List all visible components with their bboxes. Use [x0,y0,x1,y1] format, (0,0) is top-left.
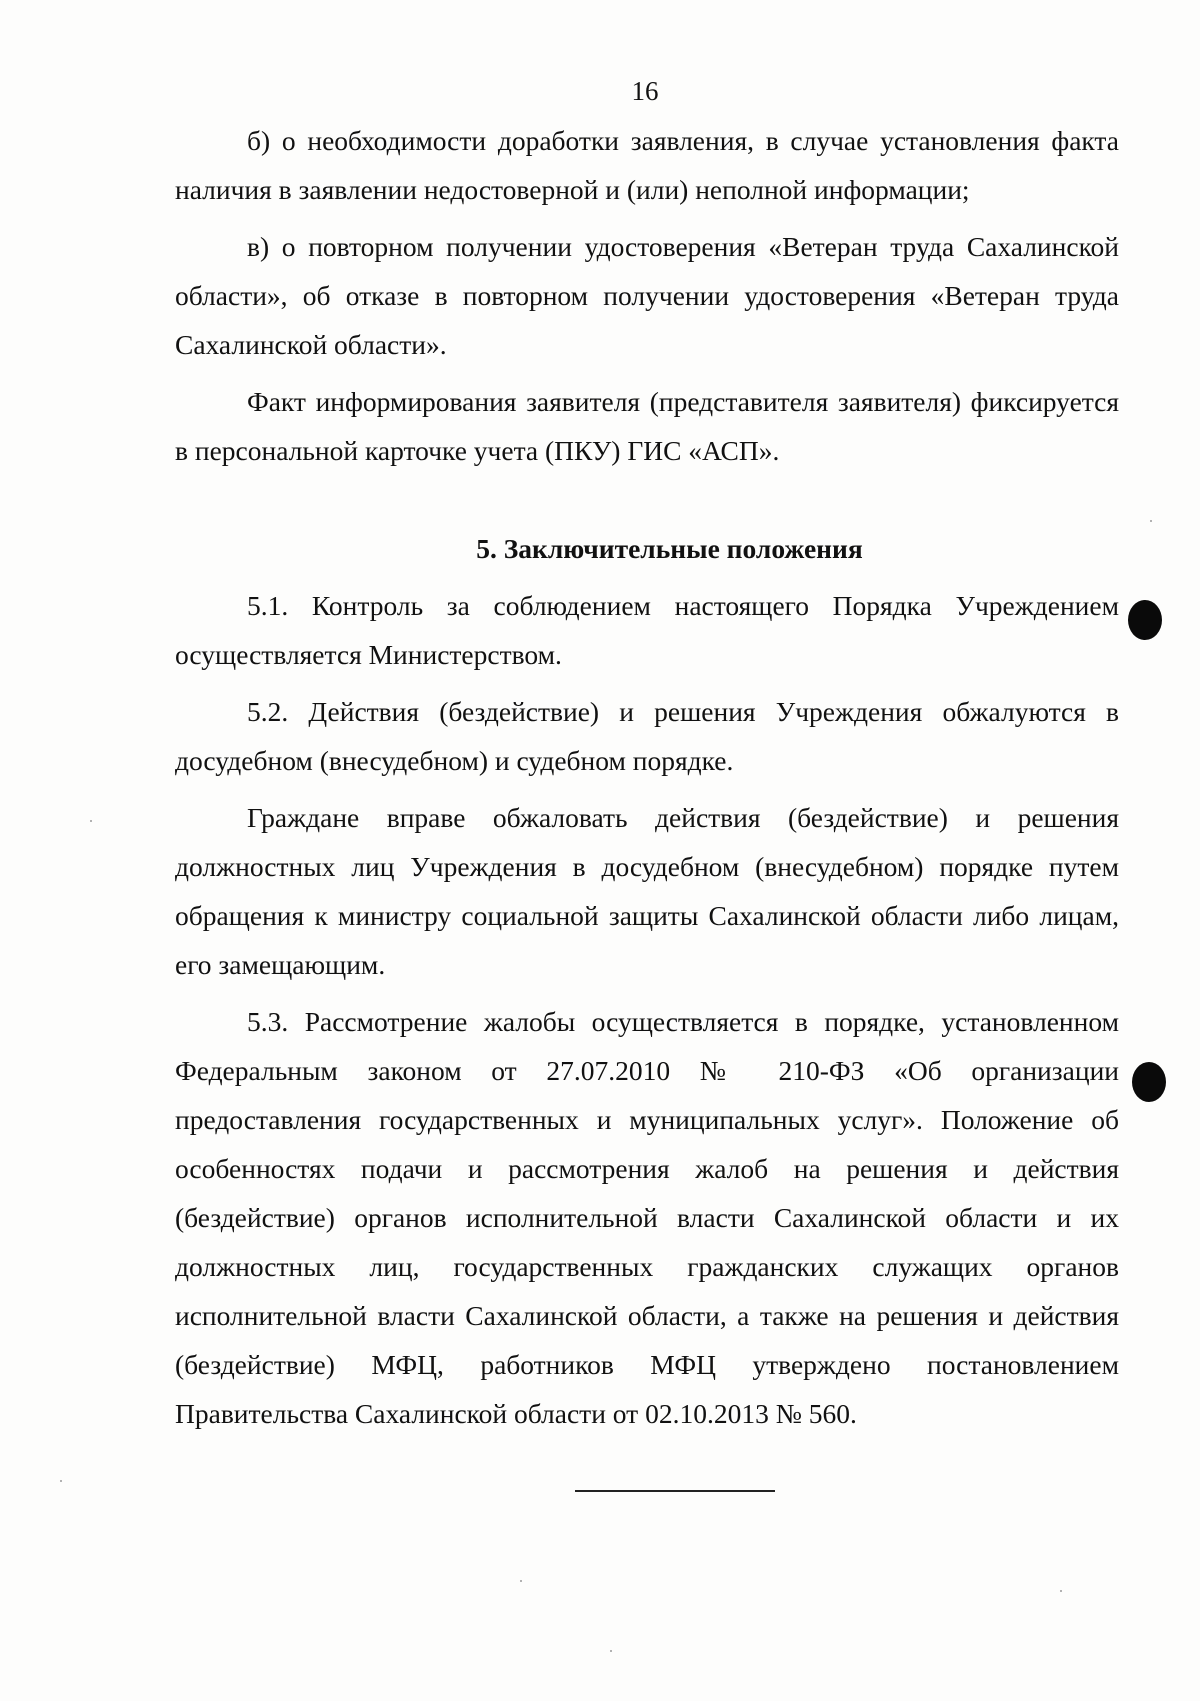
paragraph-citizens: Граждане вправе обжаловать действия (бездействие) и решения должностных лиц Учреждения в досудебном (внесудебном) порядке путем обращения к министру социальной защиты Сахалинской области либо лицам, его замещающим. [175,802,1119,980]
scan-speck [1060,1590,1062,1592]
paragraph-v: в) о повторном получении удостоверения «Ветеран труда Сахалинской области», об отказе в повторном получении удостоверения «Ветеран труда Сахалинской области». [175,231,1119,360]
scan-speck [520,1580,522,1582]
scan-speck [60,1480,62,1482]
scan-speck [610,1650,612,1652]
paragraph-5-2: 5.2. Действия (бездействие) и решения Учреждения обжалуются в досудебном (внесудебном) и судебном порядке. [175,696,1119,776]
paragraph-fact: Факт информирования заявителя (представителя заявителя) фиксируется в персональной карточке учета (ПКУ) ГИС «АСП». [175,386,1119,466]
document-body [175,116,1119,1438]
paragraph-5-3: 5.3. Рассмотрение жалобы осуществляется в порядке, установленном Федеральным законом от 27.07.2010 № 210-ФЗ «Об организации предоставления государственных и муниципальных услуг». Положение об особенностях подачи и рассмотрения жалоб на решения и действия (бездействие) органов исполнительной власти Сахалинской области и их должностных лиц, государственных гражданских служащих органов исполнительной власти Сахалинской области, а также на решения и действия (бездействие) МФЦ, работников МФЦ утверждено постановлением Правительства Сахалинской области от 02.10.2013 № 560. [175,1006,1119,1429]
closing-rule [575,1490,775,1492]
paragraph-b: б) о необходимости доработки заявления, в случае установления факта наличия в заявлении недостоверной и (или) неполной информации; [175,125,1119,205]
punch-hole [1132,1062,1166,1102]
punch-hole [1128,600,1162,640]
paragraph-5-1: 5.1. Контроль за соблюдением настоящего Порядка Учреждением осуществляется Министерством. [175,590,1119,670]
section-heading: 5. Заключительные положения [476,533,863,564]
page-number: 16 [631,76,659,106]
scan-speck [90,820,92,822]
scan-speck [1150,520,1152,522]
